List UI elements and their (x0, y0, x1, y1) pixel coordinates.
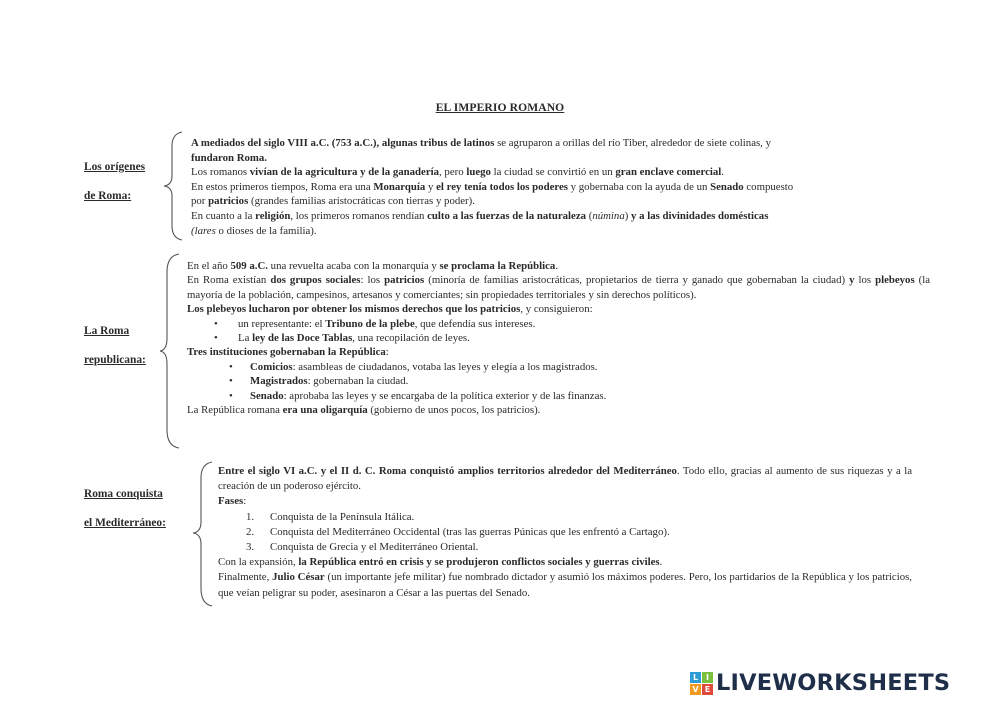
section-label-republic-2 (84, 354, 146, 368)
text: un representante: el (238, 317, 326, 330)
left-brace (157, 252, 183, 450)
text: religión (255, 209, 291, 222)
text: ley de las Doce Tablas (252, 332, 353, 345)
section-label-line: Los orígenes (84, 161, 146, 173)
logo-mark-letter: V (690, 684, 701, 695)
text: plebeyos (875, 274, 915, 287)
list-item (218, 510, 912, 525)
list-item (187, 317, 930, 331)
text: por (191, 195, 209, 208)
text: Conquista del Mediterráneo Occidental (tras las guerras Púnicas que les enfrentó a Cartago). (270, 525, 670, 538)
logo-mark-letter: L (690, 672, 701, 683)
text: Magistrados (250, 375, 308, 388)
text: y a las divinidades domésticas (631, 209, 769, 222)
section-label-origins (84, 161, 145, 175)
text: En el año (187, 260, 231, 272)
page-title: EL IMPERIO ROMANO (435, 101, 565, 114)
section-label-republic (84, 325, 129, 339)
text: culto a las fuerzas de la naturaleza (427, 209, 587, 222)
text: Tres instituciones gobernaban la República (187, 346, 386, 359)
text: los (854, 274, 876, 287)
text: luego (466, 166, 491, 179)
text: Con la expansión, (218, 556, 299, 569)
text: En Roma existían (187, 274, 271, 287)
list-item (187, 374, 930, 388)
text: . Todo ello, gracias al aumento de sus riquezas y a la creación de un poderoso ejército. (218, 465, 912, 493)
text: Los plebeyos lucharon por obtener los mismos derechos que los patricios (187, 303, 521, 316)
text: , que defendía sus intereses. (414, 317, 536, 330)
text: Finalmente, (218, 571, 273, 584)
text: . (659, 556, 663, 569)
left-brace (160, 130, 186, 242)
text: En cuanto a la (191, 209, 256, 222)
list-item (187, 360, 930, 374)
logo-mark-letter: I (702, 672, 713, 683)
text: Senado (710, 180, 744, 193)
text: fundaron Roma. (191, 151, 267, 164)
text: (minoría de familias aristocráticas, propietarios de tierra y ganado que gobernaban la ciudad) (424, 274, 850, 287)
text: , los primeros romanos rendían (290, 209, 428, 222)
section-label-line: Roma conquista (84, 488, 163, 500)
section-label-origins-2 (84, 190, 131, 204)
text: , y consiguieron: (520, 303, 593, 316)
text: : asambleas de ciudadanos, votaba las leyes y elegía a los magistrados. (292, 360, 598, 373)
text: patricios (384, 274, 425, 287)
logo-text: LIVEWORKSHEETS (716, 670, 951, 696)
text: 509 a.C. (230, 260, 268, 272)
text: compuesto (743, 180, 794, 193)
text: Fases (218, 495, 244, 508)
text: (la mayoría de la población, campesinos, artesanos y comerciantes; sin propiedades territoriales y sin derechos políticos). (187, 274, 931, 301)
text: La (238, 332, 253, 345)
bullet-icon: • (229, 389, 233, 402)
text: La República romana (187, 404, 283, 417)
text: númina (592, 209, 625, 222)
text: , pero (439, 166, 467, 179)
text: Conquista de Grecia y el Mediterráneo Oriental. (270, 541, 479, 554)
text: se agruparon a orillas del río Tiber, alrededor de siete colinas, y (494, 137, 771, 149)
text: Julio César (272, 571, 325, 584)
text: : (243, 495, 247, 508)
text: el rey tenía todos los poderes (436, 180, 568, 193)
bullet-icon: • (214, 332, 218, 345)
text: . (555, 260, 559, 272)
text: (gobierno de unos pocos, los patricios). (367, 404, 541, 417)
section-conquest-text (218, 464, 912, 601)
text: y (425, 180, 437, 193)
text: vivían de la agricultura y de la ganadería (249, 166, 440, 179)
text: Tribuno de la plebe (325, 317, 415, 330)
logo-mark-icon (690, 672, 713, 695)
list-number: 3. (246, 541, 255, 554)
text: ( (586, 209, 593, 222)
text: la ciudad se convirtió en un (490, 166, 616, 179)
text: Entre el siglo VI a.C. y el II d. C. Roma conquistó amplios territorios alrededor del Mediterráneo (218, 465, 677, 477)
text: o dioses de la familia). (215, 224, 317, 237)
text: A mediados del siglo VIII a.C. (753 a.C.), algunas tribus de latinos (191, 137, 495, 149)
text: Comicios (250, 360, 293, 373)
text: una revuelta acaba con la monarquía y (267, 260, 440, 272)
section-label-conquest-2 (84, 517, 166, 531)
logo-mark-letter: E (702, 684, 713, 695)
section-label-line: La Roma (84, 325, 130, 337)
bullet-icon: • (229, 375, 233, 388)
text: Senado (250, 389, 284, 402)
left-brace (190, 460, 216, 608)
text: , una recopilación de leyes. (352, 332, 470, 345)
text: dos grupos sociales (270, 274, 361, 287)
list-number: 2. (246, 525, 255, 538)
section-label-conquest (84, 488, 163, 502)
text: ) (624, 209, 632, 222)
list-item (187, 331, 930, 345)
text: Conquista de la Península Itálica. (270, 510, 415, 523)
text: era una oligarquía (282, 404, 368, 417)
list-item (187, 389, 930, 403)
liveworksheets-logo[interactable] (690, 668, 950, 698)
bullet-icon: • (214, 317, 218, 330)
list-item (218, 525, 912, 540)
text: : aprobaba las leyes y se encargaba de la política exterior y de las finanzas. (283, 389, 607, 402)
section-label-line: republicana: (84, 354, 146, 366)
text: (grandes familias aristocráticas con tierras y poder). (248, 195, 475, 208)
text: y gobernaba con la ayuda de un (567, 180, 711, 193)
text: Los romanos (191, 166, 250, 179)
text: : (385, 346, 389, 359)
text: En estos primeros tiempos, Roma era una (191, 180, 374, 193)
text: patricios (208, 195, 249, 208)
section-origins-text (191, 136, 924, 238)
text: . (721, 166, 724, 179)
text: gran enclave comercial (615, 166, 722, 179)
bullet-icon: • (229, 360, 233, 373)
section-label-line: el Mediterráneo: (84, 517, 166, 529)
text: (un importante jefe militar) fue nombrado dictador y asumió los máximos poderes. Pero, los partidarios de la República y los patricios, que veían peligrar su poder, asesinaron a César a las puertas del Senado. (218, 571, 913, 599)
text: Monarquía (373, 180, 426, 193)
text: y (849, 274, 855, 287)
list-number: 1. (246, 510, 255, 523)
section-label-line: de Roma: (84, 190, 132, 202)
section-republic-text (187, 259, 930, 417)
text: la República entró en crisis y se produjeron conflictos sociales y guerras civiles (298, 556, 660, 569)
list-item (218, 540, 912, 555)
text: se proclama la República (439, 260, 556, 272)
text: : gobernaban la ciudad. (307, 375, 409, 388)
text: (lares (191, 224, 216, 237)
text: : los (360, 274, 385, 287)
